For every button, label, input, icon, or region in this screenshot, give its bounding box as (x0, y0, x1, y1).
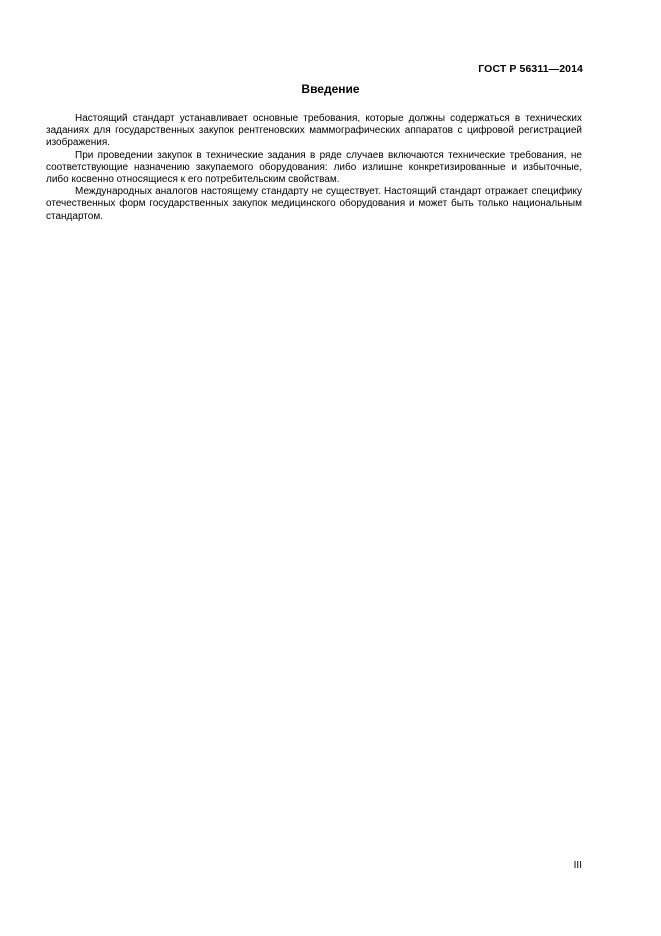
standard-code-header: ГОСТ Р 56311—2014 (478, 63, 583, 75)
paragraph-purpose: Настоящий стандарт устанавливает основные требования, которые должны содержаться в технических заданиях для государственных закупок рентгеновских маммографических аппаратов с цифровой регистрацией изображения. (46, 113, 582, 149)
paragraph-analogs: Международных аналогов настоящему стандарту не существует. Настоящий стандарт отражает специфику отечественных форм государственных закупок медицинского оборудования и может быть только национальным стандартом. (46, 186, 582, 222)
page-title: Введение (301, 82, 360, 96)
document-body (46, 113, 582, 223)
paragraph-problem: При проведении закупок в технические задания в ряде случаев включаются технические требования, не соответствующие назначению закупаемого оборудования: либо излишне конкретизированные и избыточные, либо косвенно относящиеся к его потребительским свойствам. (46, 149, 582, 186)
page-number: III (573, 860, 582, 871)
